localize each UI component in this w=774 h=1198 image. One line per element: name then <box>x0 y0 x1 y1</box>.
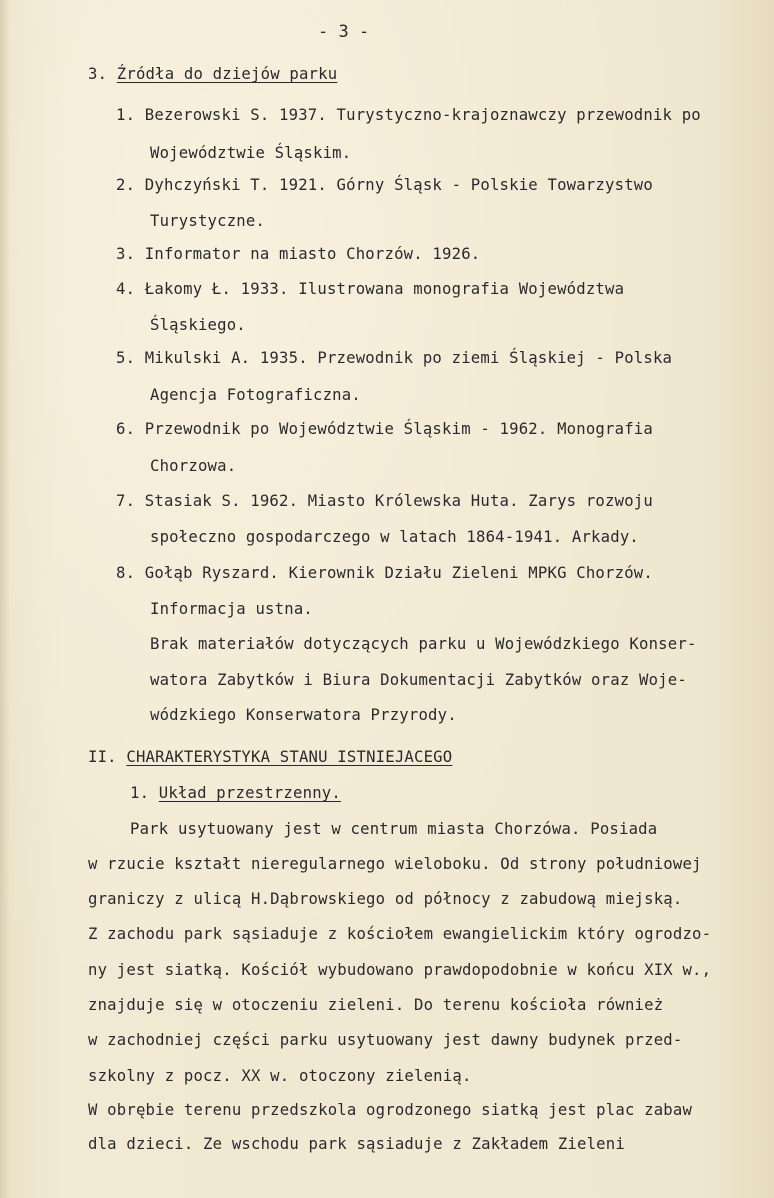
section-ii-heading <box>88 747 452 767</box>
archive-note-line-3: wódzkiego Konserwatora Przyrody. <box>150 706 457 724</box>
paragraph-line: graniczy z ulicą H.Dąbrowskiego od północy z zabudową miejską. <box>88 890 683 908</box>
source-item-6-cont: Chorzowa. <box>150 457 237 475</box>
item-number: 7. <box>116 492 136 510</box>
source-item-6 <box>116 419 653 439</box>
source-item-5 <box>116 348 672 368</box>
item-number: 8. <box>116 564 136 582</box>
archive-note-line-2: watora Zabytków i Biura Dokumentacji Zabytków oraz Woje- <box>150 671 687 689</box>
subsection-title: Układ przestrzenny. <box>158 784 341 802</box>
item-text: Informator na miasto Chorzów. 1926. <box>144 245 481 263</box>
item-text: Mikulski A. 1935. Przewodnik po ziemi Śląskiej - Polska <box>144 349 673 367</box>
section-ii-number: II. <box>88 748 117 766</box>
subsection-number: 1. <box>130 784 150 802</box>
section-3-number: 3. <box>88 65 108 83</box>
source-item-2 <box>116 175 653 195</box>
paragraph-line: Park usytuowany jest w centrum miasta Chorzówa. Posiada <box>130 820 658 838</box>
paragraph-line: w rzucie kształt nieregularnego wieloboku. Od strony południowej <box>88 855 702 873</box>
source-item-8-cont: Informacja ustna. <box>150 600 313 618</box>
page-number: - 3 - <box>318 22 370 42</box>
source-item-3 <box>116 244 480 264</box>
source-item-1-cont: Województwie Śląskim. <box>150 144 352 162</box>
paragraph-line: szkolny z pocz. XX w. otoczony zielenią. <box>88 1067 472 1085</box>
section-ii-title: CHARAKTERYSTYKA STANU ISTNIEJACEGO <box>126 748 453 766</box>
paragraph-line: ny jest siatką. Kościół wybudowano prawdopodobnie w końcu XIX w., <box>88 961 712 979</box>
item-number: 6. <box>116 420 136 438</box>
section-3-heading <box>88 64 337 84</box>
source-item-1 <box>116 105 701 125</box>
item-text: Łakomy Ł. 1933. Ilustrowana monografia Województwa <box>144 280 625 298</box>
source-item-4 <box>116 279 624 299</box>
source-item-2-cont: Turystyczne. <box>150 212 266 230</box>
paragraph-line: w zachodniej części parku usytuowany jest dawny budynek przed- <box>88 1031 683 1049</box>
paragraph-line: dla dzieci. Ze wschodu park sąsiaduje z Zakładem Zieleni <box>88 1135 625 1153</box>
section-3-title: Źródła do dziejów parku <box>116 65 338 83</box>
subsection-heading <box>130 783 341 803</box>
item-number: 1. <box>116 106 136 124</box>
source-item-7-cont: społeczno gospodarczego w latach 1864-1941. Arkady. <box>150 528 639 546</box>
item-number: 2. <box>116 176 136 194</box>
source-item-8 <box>116 563 653 583</box>
page-edge-shadow <box>0 0 10 1198</box>
item-text: Bezerowski S. 1937. Turystyczno-krajoznawczy przewodnik po <box>144 106 701 124</box>
item-text: Dyhczyński T. 1921. Górny Śląsk - Polskie Towarzystwo <box>144 176 653 194</box>
item-text: Gołąb Ryszard. Kierownik Działu Zieleni MPKG Chorzów. <box>144 564 653 582</box>
paragraph-line: W obrębie terenu przedszkola ogrodzonego siatką jest plac zabaw <box>88 1101 693 1119</box>
item-text: Przewodnik po Województwie Śląskim - 1962. Monografia <box>144 420 653 438</box>
source-item-7 <box>116 491 653 511</box>
source-item-5-cont: Agencja Fotograficzna. <box>150 386 361 404</box>
item-number: 5. <box>116 349 136 367</box>
item-text: Stasiak S. 1962. Miasto Królewska Huta. Zarys rozwoju <box>144 492 653 510</box>
item-number: 3. <box>116 245 136 263</box>
item-number: 4. <box>116 280 136 298</box>
source-item-4-cont: Śląskiego. <box>150 316 246 334</box>
paragraph-line: Z zachodu park sąsiaduje z kościołem ewangielickim który ogrodzo- <box>88 925 712 943</box>
archive-note-line-1: Brak materiałów dotyczących parku u Wojewódzkiego Konser- <box>150 635 697 653</box>
paragraph-line: znajduje się w otoczeniu zieleni. Do terenu kościoła również <box>88 996 664 1014</box>
